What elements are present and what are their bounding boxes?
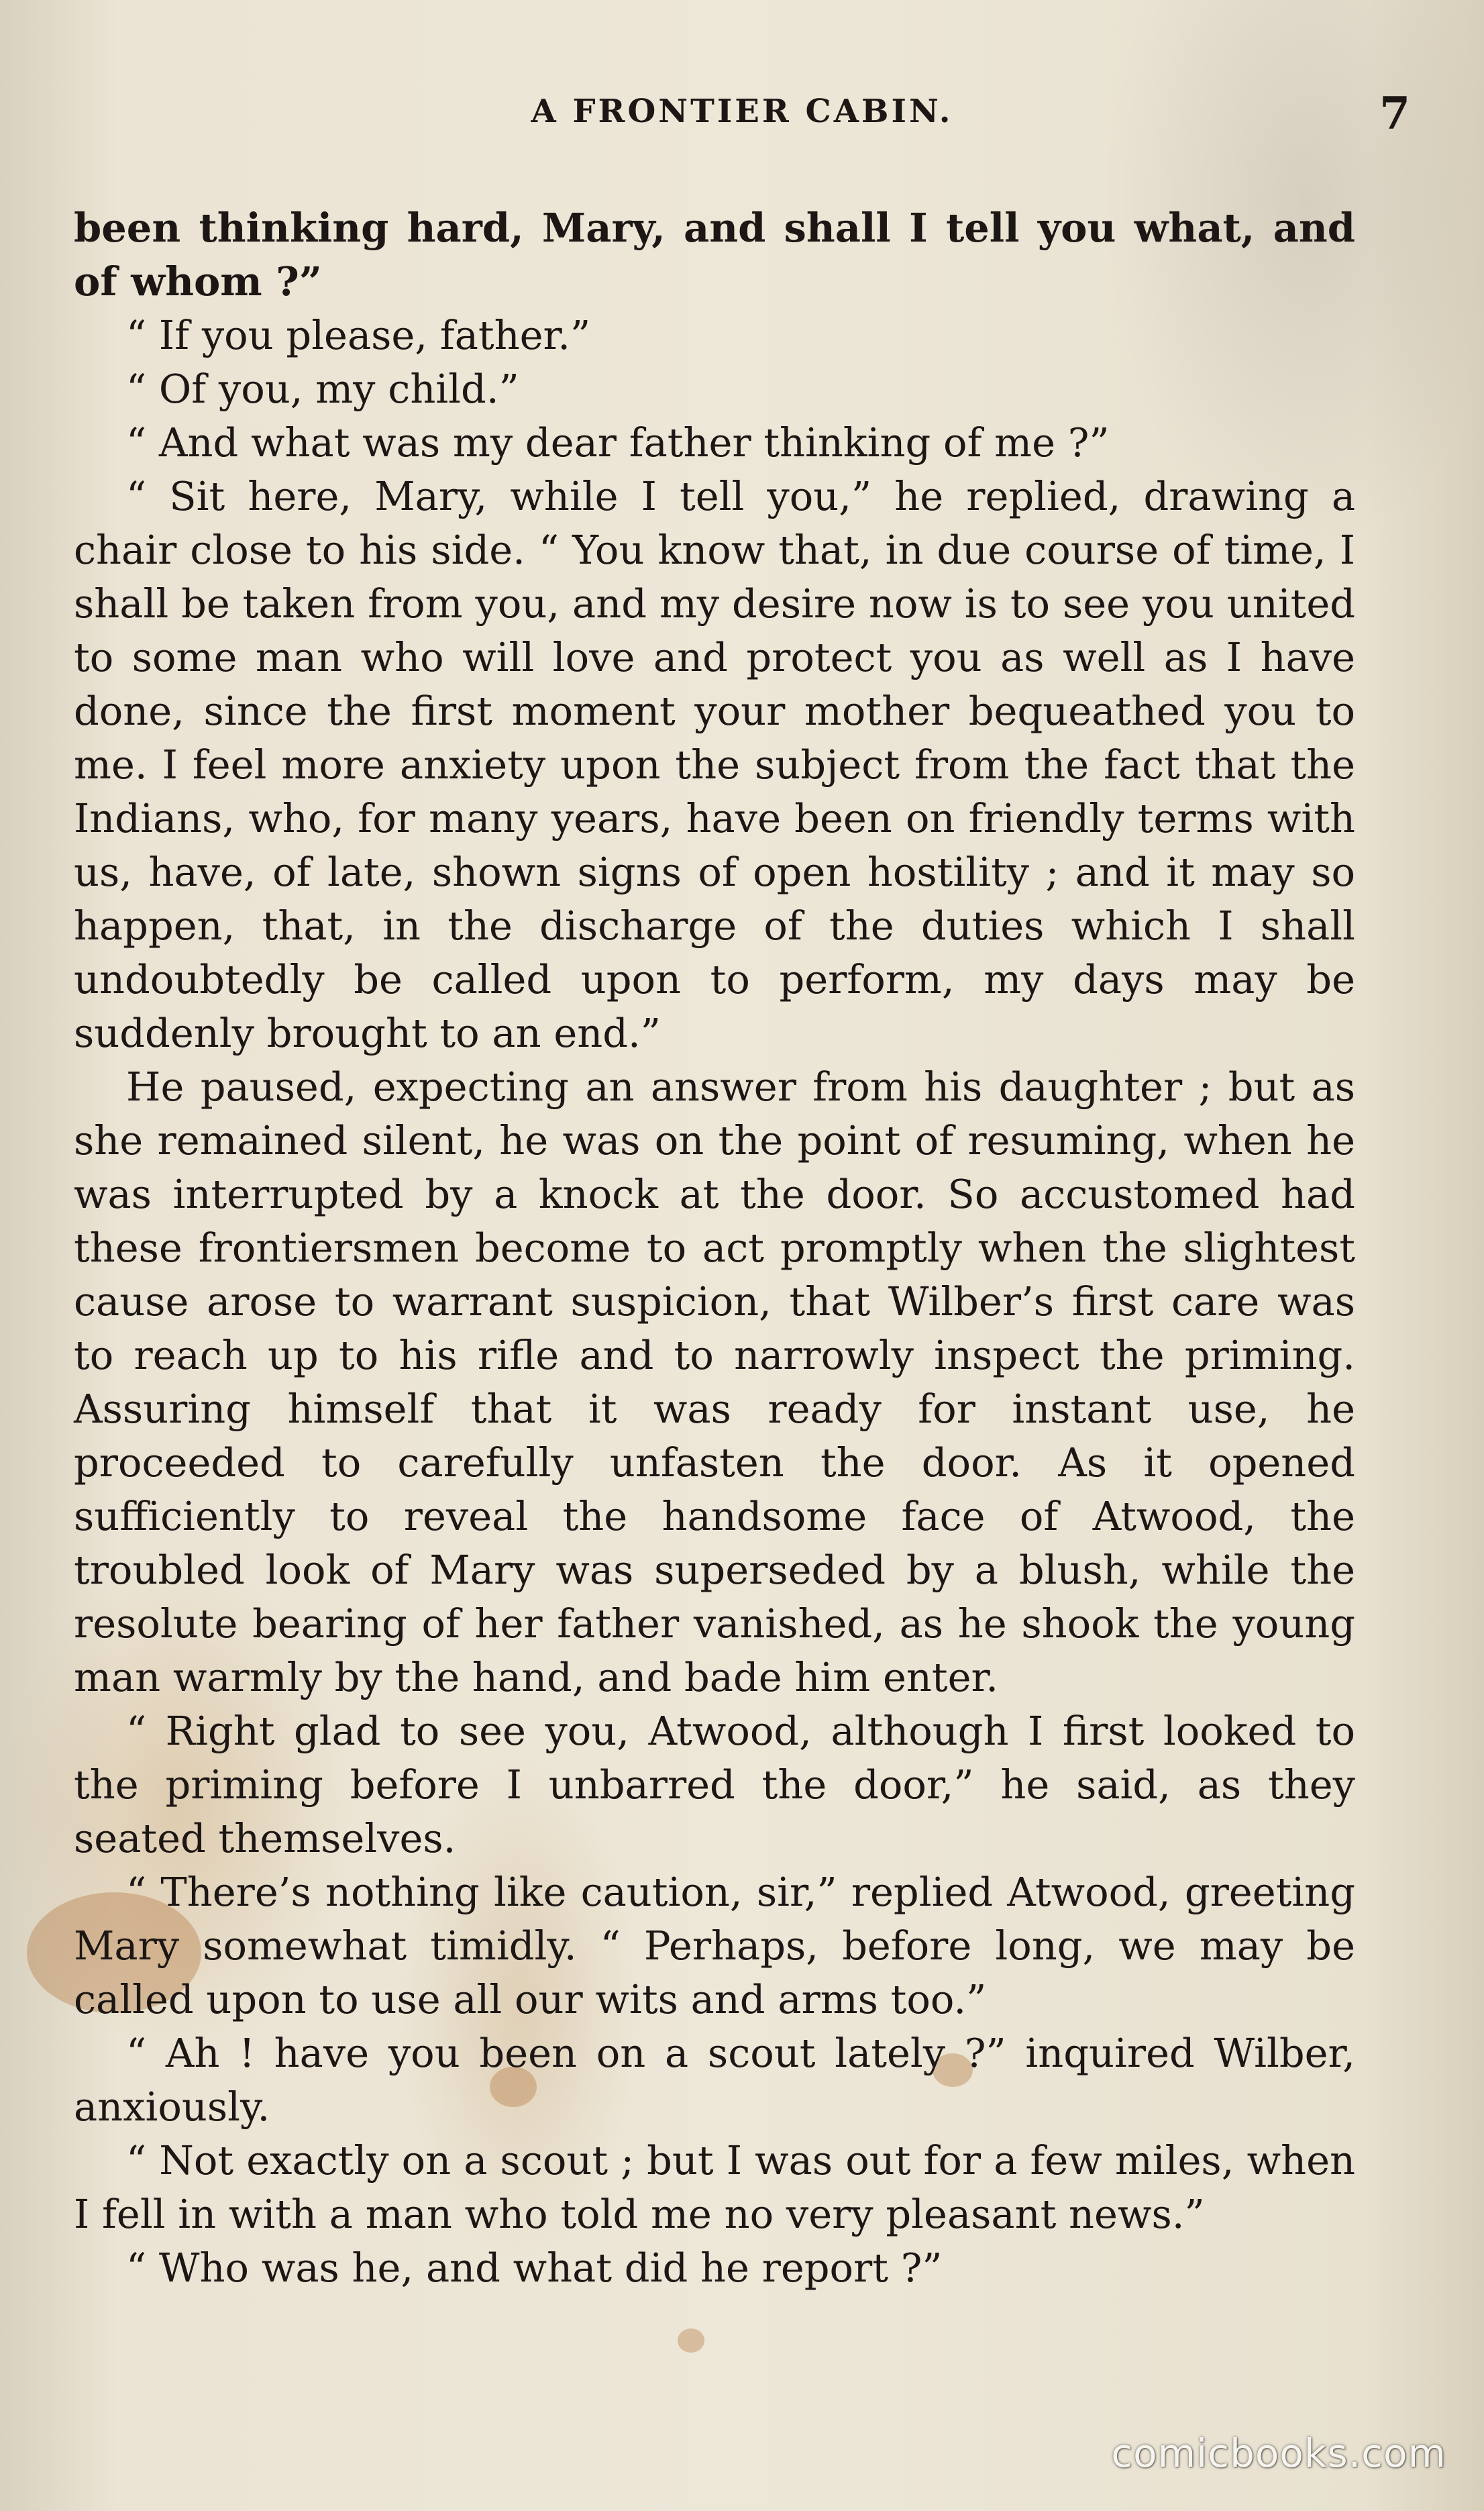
paragraph: “ Sit here, Mary, while I tell you,” he replied, drawing a chair close to his side. “ You know that, in due course of time, I shall be taken from you, and my desire now is to see you united to some man who will love and protect you as well as I have done, since the first moment your mother bequeathed you to me. I feel more anxiety upon the subject from the fact that the Indians, who, for many years, have been on friendly terms with us, have, of late, shown signs of open hostility ; and it may so happen, that, in the discharge of the duties which I shall undoubtedly be called upon to perform, my days may be suddenly brought to an end.” <box>74 473 1355 1056</box>
paragraph: “ And what was my dear father thinking of me ?” <box>126 419 1110 466</box>
paragraph: “ Ah ! have you been on a scout lately ?” inquired Wilber, anxiously. <box>74 2030 1355 2130</box>
paragraph: “ Right glad to see you, Atwood, although I first looked to the priming before I unbarred the door,” he said, as they seated themselves. <box>74 1708 1355 1861</box>
paragraph: “ Of you, my child.” <box>126 366 519 412</box>
paragraph: “ There’s nothing like caution, sir,” replied Atwood, greeting Mary somewhat timidly. “ Perhaps, before long, we may be called upon to use all our wits and arms too.” <box>74 1869 1355 2022</box>
paragraph: been thinking hard, Mary, and shall I tell you what, and of whom ?” <box>74 205 1355 305</box>
paragraph: “ Who was he, and what did he report ?” <box>126 2245 943 2291</box>
running-head <box>74 87 1410 146</box>
paragraph: He paused, expecting an answer from his daughter ; but as she remained silent, he was on the point of resuming, when he was interrupted by a knock at the door. So accustomed had these frontiersmen become to act promptly when the slightest cause arose to warrant suspicion, that Wilber’s first care was to reach up to his rifle and to narrowly inspect the priming. Assuring himself that it was ready for instant use, he proceeded to carefully unfasten the door. As it opened sufficiently to reveal the handsome face of Atwood, the troubled look of Mary was superseded by a blush, while the resolute bearing of her father vanished, as he shook the young man warmly by the hand, and bade him enter. <box>74 1064 1355 1700</box>
paragraph: “ If you please, father.” <box>126 312 591 358</box>
running-title: A FRONTIER CABIN. <box>531 93 953 130</box>
paper-stain <box>678 2328 704 2353</box>
paragraph: “ Not exactly on a scout ; but I was out for a few miles, when I fell in with a man who told me no very pleasant news.” <box>74 2137 1355 2237</box>
watermark: comicbooks.com <box>1111 2430 1446 2476</box>
body-text <box>74 201 1355 2295</box>
page-number: 7 <box>1379 87 1410 140</box>
